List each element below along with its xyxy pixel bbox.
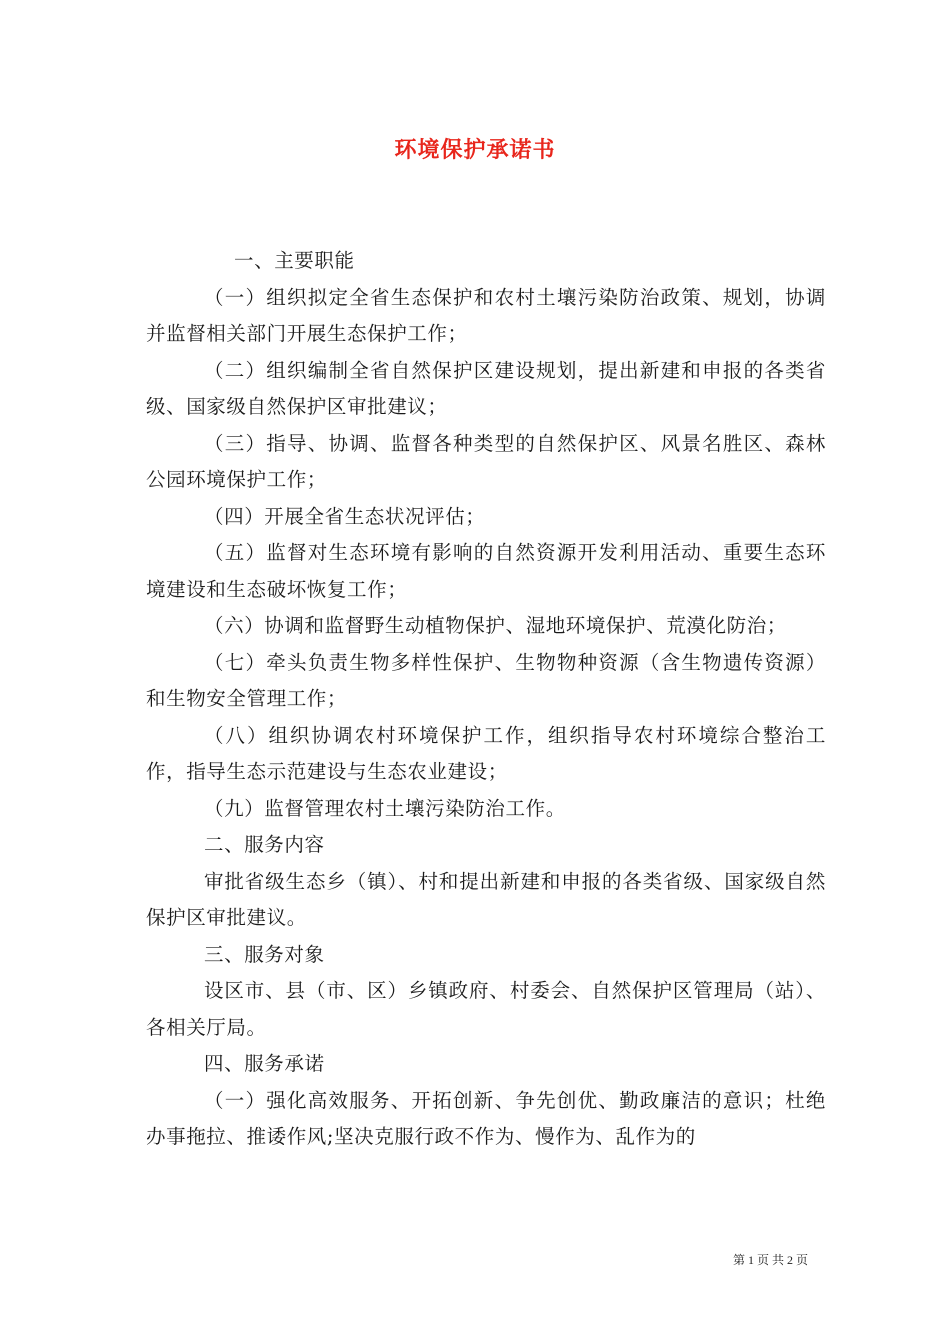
paragraph-item-4: （四）开展全省生态状况评估； bbox=[204, 504, 486, 528]
paragraph-item-2: （二）组织编制全省自然保护区建设规划，提出新建和申报的各类省级、国家级自然保护区审批建议； bbox=[146, 358, 826, 418]
section-heading-main-functions: 一、主要职能 bbox=[234, 249, 355, 272]
paragraph-service-targets: 设区市、县（市、区）乡镇政府、村委会、自然保护区管理局（站）、各相关厅局。 bbox=[146, 979, 826, 1039]
paragraph-item-1: （一）组织拟定全省生态保护和农村土壤污染防治政策、规划，协调并监督相关部门开展生态保护工作； bbox=[146, 285, 826, 345]
section-heading-service-content: 二、服务内容 bbox=[204, 833, 325, 856]
paragraph-commitment-1: （一）强化高效服务、开拓创新、争先创优、勤政廉洁的意识；杜绝办事拖拉、推诿作风;坚决克服行政不作为、慢作为、乱作为的 bbox=[146, 1088, 826, 1148]
document-title: 环境保护承诺书 bbox=[394, 137, 556, 163]
document-body bbox=[146, 243, 826, 1156]
paragraph-service-content: 审批省级生态乡（镇）、村和提出新建和申报的各类省级、国家级自然保护区审批建议。 bbox=[146, 869, 826, 929]
section-heading-service-targets: 三、服务对象 bbox=[204, 942, 325, 966]
paragraph-item-5: （五）监督对生态环境有影响的自然资源开发利用活动、重要生态环境建设和生态破坏恢复工作； bbox=[146, 541, 826, 601]
section-heading-service-commitment: 四、服务承诺 bbox=[204, 1052, 325, 1075]
paragraph-item-9: （九）监督管理农村土壤污染防治工作。 bbox=[204, 796, 566, 820]
paragraph-item-7: （七）牵头负责生物多样性保护、生物物种资源（含生物遗传资源）和生物安全管理工作； bbox=[146, 650, 826, 710]
paragraph-item-6: （六）协调和监督野生动植物保护、湿地环境保护、荒漠化防治； bbox=[204, 614, 787, 637]
page-number-footer: 第 1 页 共 2 页 bbox=[732, 1253, 808, 1267]
paragraph-item-3: （三）指导、协调、监督各种类型的自然保护区、风景名胜区、森林公园环境保护工作； bbox=[146, 431, 826, 491]
paragraph-item-8: （八）组织协调农村环境保护工作，组织指导农村环境综合整治工作，指导生态示范建设与生态农业建设； bbox=[146, 723, 826, 783]
